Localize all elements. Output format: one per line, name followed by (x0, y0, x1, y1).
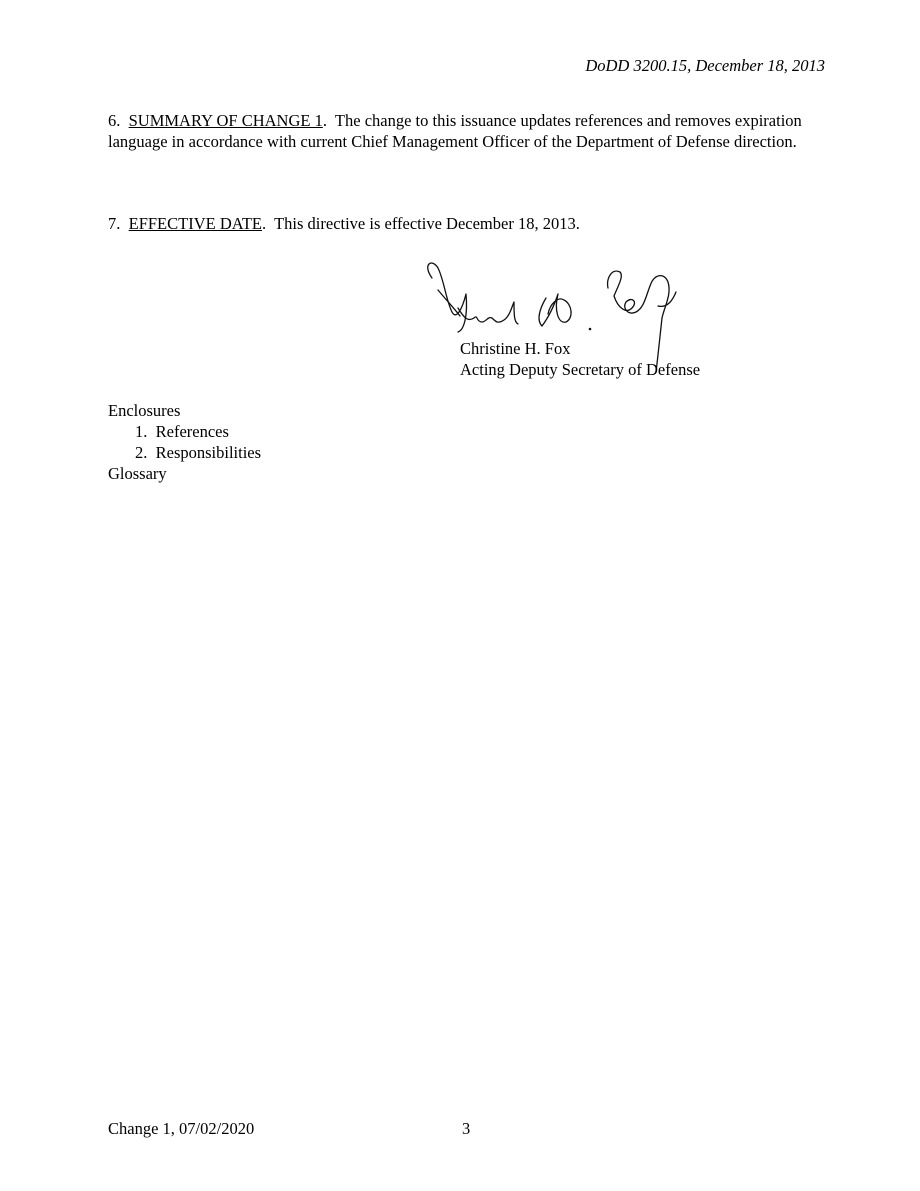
signatory-name: Christine H. Fox (460, 339, 571, 358)
paragraph-number: 7. (108, 214, 121, 233)
document-header: DoDD 3200.15, December 18, 2013 (585, 56, 825, 75)
enclosure-item: 2. Responsibilities (135, 443, 262, 462)
paragraph-text: The change to this issuance updates references and removes expiration language in accordance with current Chief Management Officer of the Department of Defense direction. (108, 111, 802, 151)
glossary-label: Glossary (108, 464, 167, 483)
enclosures-label: Enclosures (108, 401, 181, 420)
paragraph-heading: SUMMARY OF CHANGE 1 (128, 111, 323, 130)
paragraph-heading: EFFECTIVE DATE (128, 214, 262, 233)
paragraph-summary-of-change: 6. SUMMARY OF CHANGE 1. The change to this issuance updates references and removes expiration language in accordance with current Chief Management Officer of the Department of Defense direction. (108, 111, 802, 151)
footer-change-label: Change 1, 07/02/2020 (108, 1119, 255, 1138)
paragraph-text: This directive is effective December 18, 2013. (274, 214, 580, 233)
enclosure-item: 1. References (135, 422, 229, 441)
paragraph-number: 6. (108, 111, 121, 130)
page-number: 3 (462, 1119, 471, 1138)
paragraph-effective-date: 7. EFFECTIVE DATE. This directive is effective December 18, 2013. (108, 214, 580, 233)
signatory-title: Acting Deputy Secretary of Defense (460, 360, 701, 379)
